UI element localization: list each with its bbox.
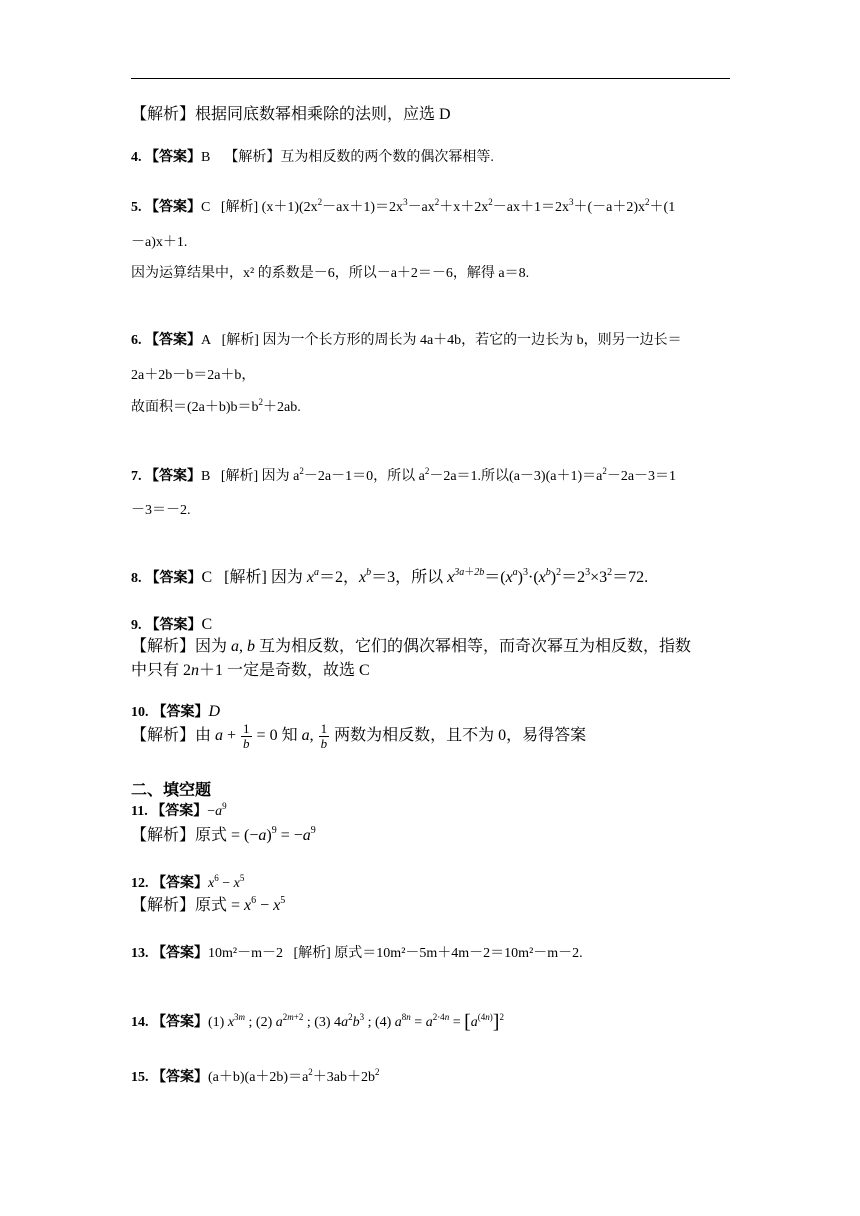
q14: 14. 【答案】(1) $x^{3m}$ ; (2) $a^{2m+2}$ ; (3) $4a^2b^3$ ; (4) $a^{8n} = a^{2\cdot 4n} = [a^{(4n)}]^2$ [131,1011,504,1033]
q6-number: 6. [131,333,142,348]
q5-number: 5. [131,200,142,215]
q9-answer-tag: 【答案】 [145,618,202,633]
q13-answer: 10m²－m－2 [208,946,283,961]
q15: 15. 【答案】$(a+b)(a+2b)=a^2+3ab+2b^2$ [131,1067,380,1085]
q5-line2: －a)x＋1. [131,235,188,250]
q12-answer-tag: 【答案】 [152,876,208,891]
q11-line1: 11. 【答案】$-a^9$ [131,801,227,819]
q3-analysis: 【解析】根据同底数幂相乘除的法则，应选 D [131,106,451,123]
q7-analysis-label: [解析] [220,469,259,484]
q4-answer-tag: 【答案】 [145,150,201,165]
q10-line1 [131,702,220,723]
q5-line1: 5. 【答案】C [解析] $(x+1)(2x^2-ax+1)=2x^3-ax^2+x+2x^2-ax+1=2x^3+(-a+2)x^2+(1$ [131,197,676,215]
q13-text: 原式＝10m²－5m＋4m－2＝10m²－m－2. [334,946,583,961]
q6-line2: 2a＋2b－b＝2a＋b， [131,368,256,383]
q8-number: 8. [131,571,142,586]
q8-answer: C [201,569,213,586]
q5-line3: 因为运算结果中，x² 的系数是－6，所以－a＋2＝－6，解得 a＝8. [131,266,530,281]
q15-number: 15. [131,1070,149,1085]
q9-text-tail: 一定是奇数，故选 C [227,662,370,679]
q9-answer: C [201,616,213,633]
q9-line2: 【解析】因为 a, b 互为相反数，它们的偶次幂相等，而奇次幂互为相反数，指数 [131,638,692,655]
q6-line3: 故面积$=(2a+b)b=b^2+2ab$. [131,397,301,415]
q13-number: 13. [131,946,149,961]
q6-analysis-label: [解析] [221,333,259,348]
q5-answer-tag: 【答案】 [145,200,201,215]
q4-analysis: 【解析】互为相反数的两个数的偶次幂相等. [224,150,494,165]
q8: 8. 【答案】C [解析] 因为 $x^a=2$，$x^b=3$，所以 $x^{3a+2b}=(x^a)^3\cdot(x^b)^2=2^3\times 3^2=72$. [131,567,649,586]
q13 [131,944,583,964]
q9-number: 9. [131,618,142,633]
q10-text: 两数为相反数，且不为 0，易得答案 [334,727,587,745]
q7-line1: 7. 【答案】B [解析] 因为 $a^2-2a-1=0$，所以 $a^2-2a=1$.所以$(a-3)(a+1)=a^2-2a-3=1$ [131,466,677,484]
q8-answer-tag: 【答案】 [145,571,202,586]
q9-line1 [131,615,212,636]
q6-line1 [131,331,682,351]
q13-answer-tag: 【答案】 [152,946,208,961]
q4 [131,148,494,168]
fraction-1-over-b: $\frac{1}{b}$ [243,721,250,751]
q11-line2: 【解析】原式 = $(-a)^9 = -a^9$ [131,825,316,844]
section-heading-fill: 二、填空题 [131,782,212,799]
q5-answer: C [201,200,211,215]
q14-number: 14. [131,1015,149,1030]
q7-line2: －3＝－2. [131,503,191,518]
q7-answer-tag: 【答案】 [145,469,201,484]
q7-number: 7. [131,469,142,484]
q8-analysis-label: [解析] [224,569,267,586]
q9-line3: 中只有 2n＋1 一定是奇数，故选 C [131,662,370,679]
q6-answer-tag: 【答案】 [145,333,201,348]
q12-number: 12. [131,876,149,891]
q13-analysis-label: [解析] [293,946,331,961]
q12-line2: 【解析】原式 = $x^6 - x^5$ [131,895,286,914]
q4-number: 4. [131,150,142,165]
q5-analysis-label: [解析] [220,200,259,215]
fraction-1-over-b-2: $\frac{1}{b}$ [320,721,328,751]
q11-answer-tag: 【答案】 [151,804,208,819]
q12-line1: 12. 【答案】$x^6 - x^5$ [131,873,245,891]
q14-answer-tag: 【答案】 [152,1015,208,1030]
q15-answer-tag: 【答案】 [152,1070,208,1085]
q4-answer: B [201,150,211,165]
q9-text: 互为相反数，它们的偶次幂相等，而奇次幂互为相反数，指数 [259,638,692,655]
q10-answer-tag: 【答案】 [152,705,209,720]
q10-number: 10. [131,705,149,720]
q7-answer: B [201,469,211,484]
q10-answer: D [208,703,221,720]
header-rule [131,78,730,79]
q6-answer: A [201,333,212,348]
q6-text: 因为一个长方形的周长为 4a＋4b，若它的一边长为 b，则另一边长＝ [262,333,682,348]
q10-line2: 【解析】由 a + $\frac{1}{b}$ = 0 知 a, $\frac{1}{b}$ 两数为相反数，且不为 0，易得答案 [131,721,587,751]
q11-number: 11. [131,804,148,819]
